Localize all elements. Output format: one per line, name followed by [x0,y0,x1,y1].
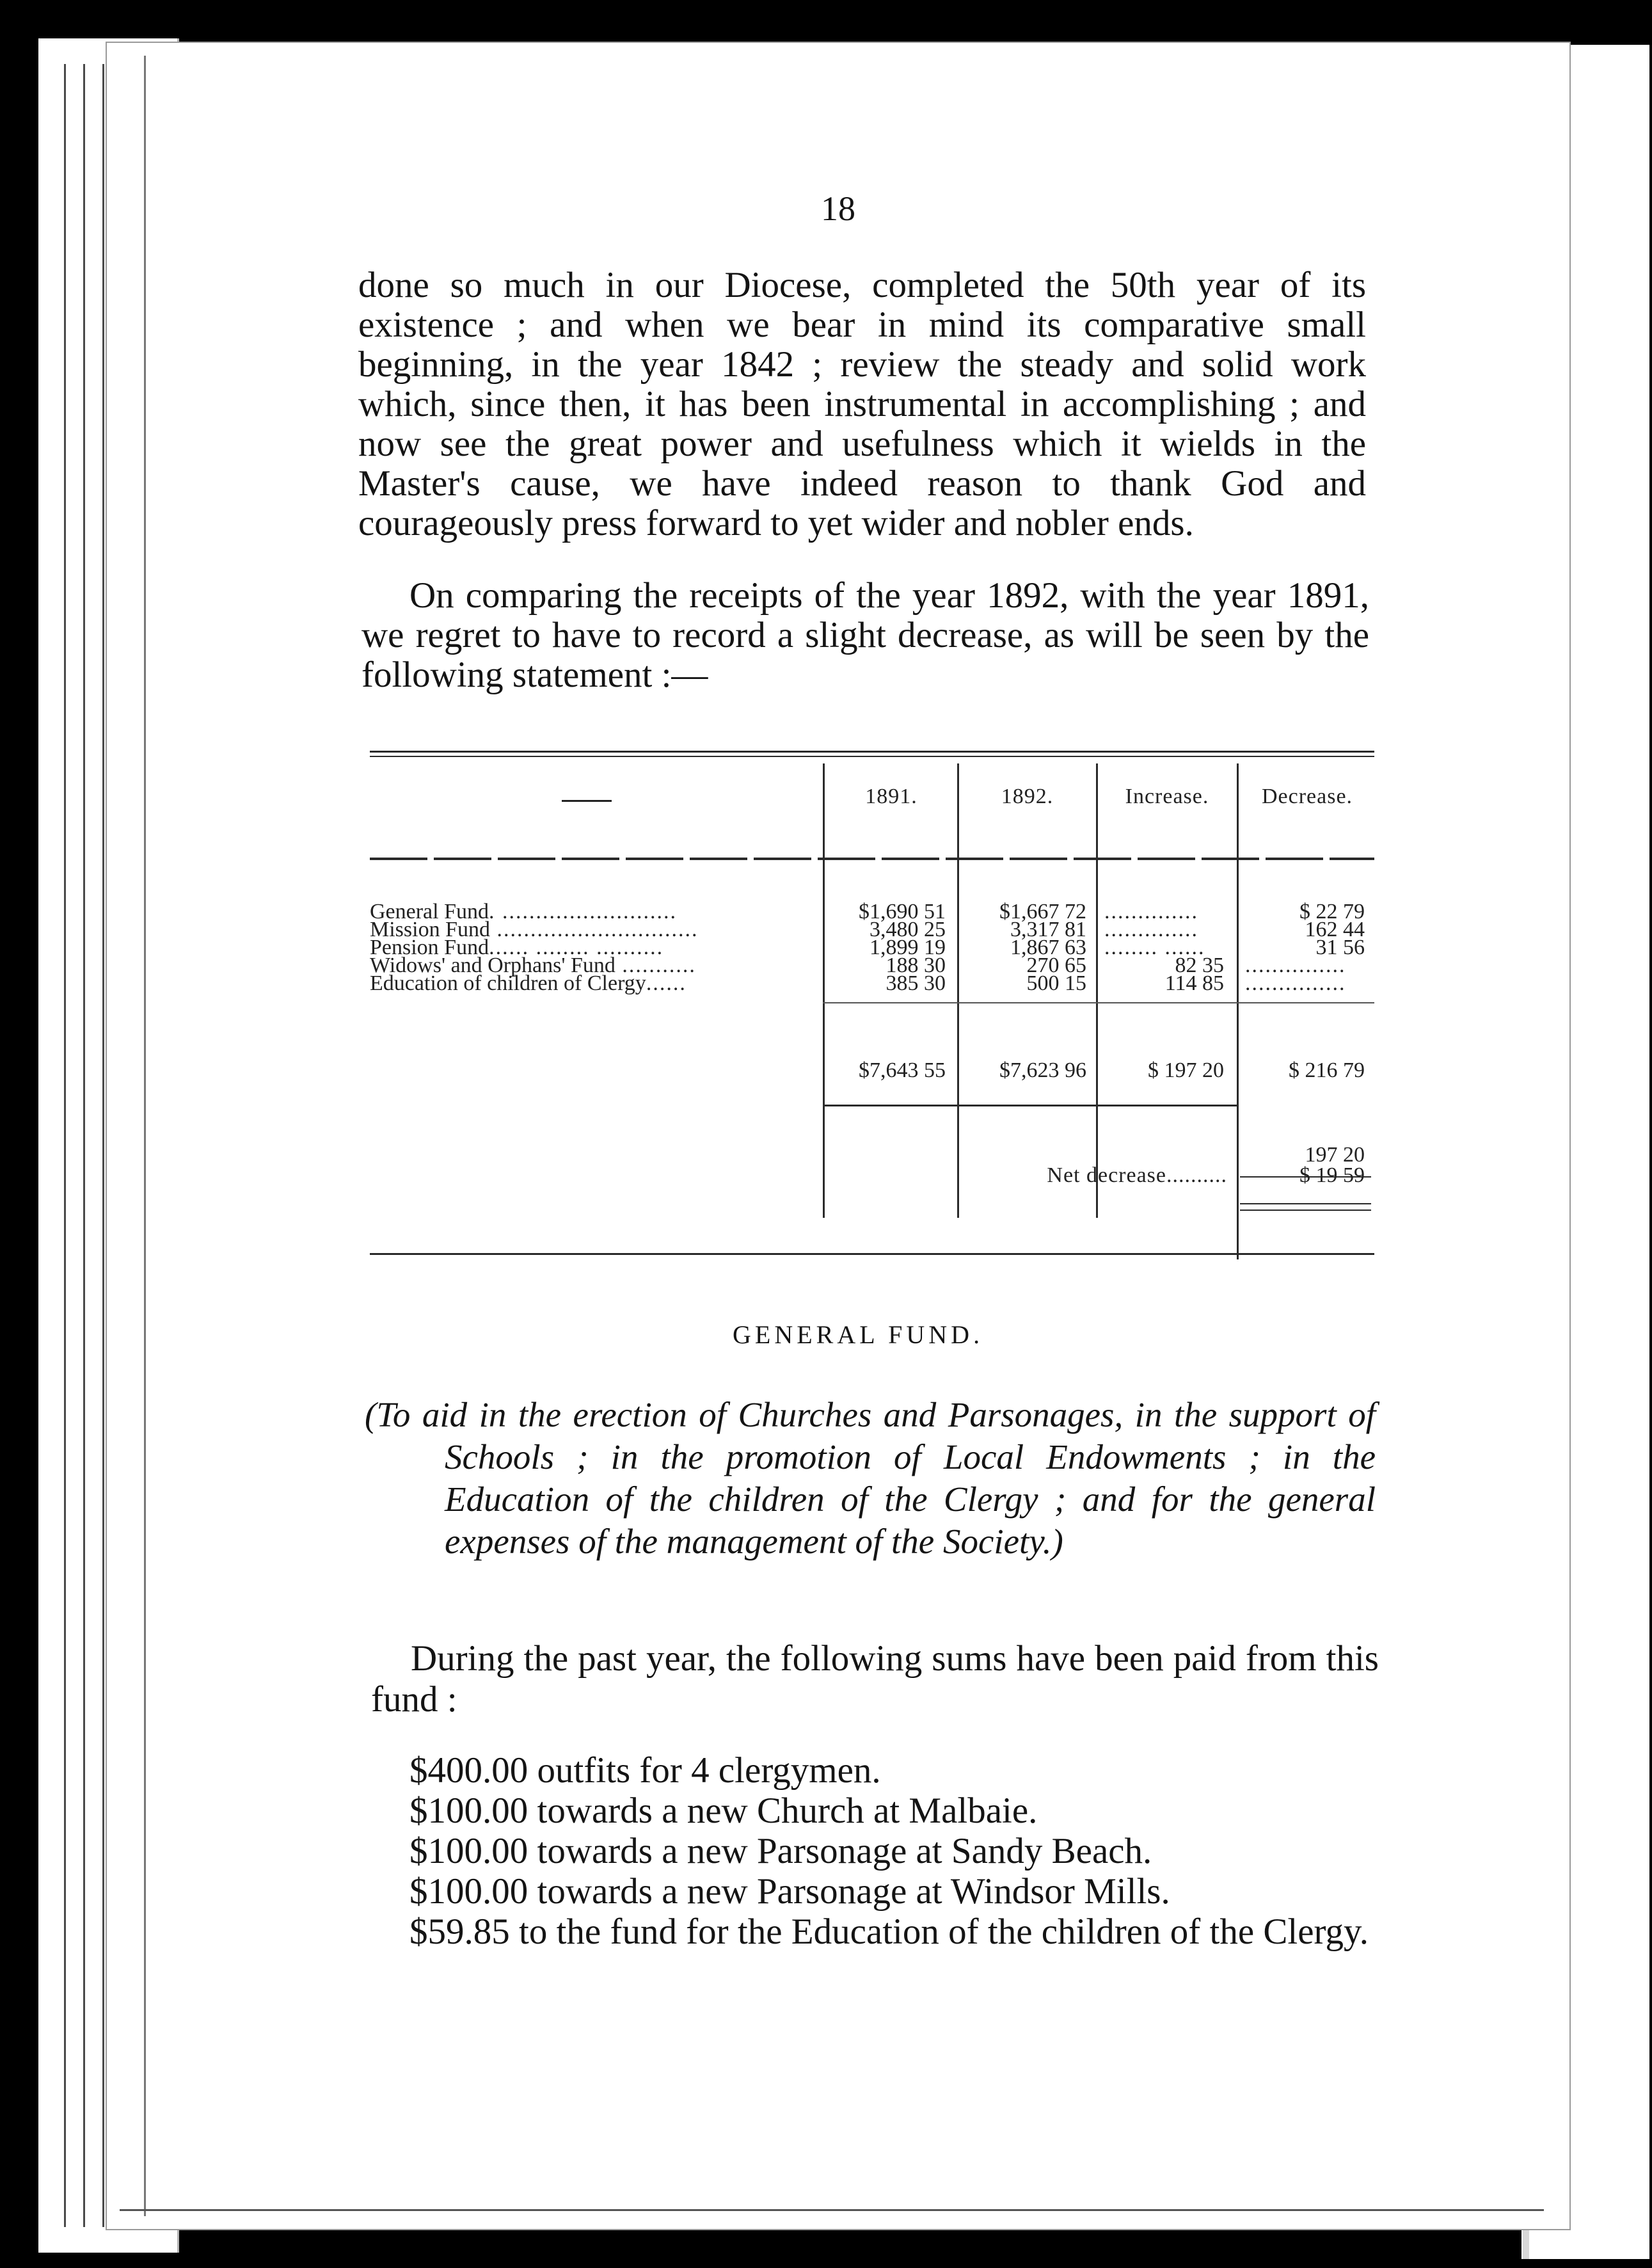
leader-dots: ...... [646,971,687,995]
table-top-rule [370,751,1374,753]
leader-dots: ........... [615,954,696,977]
cell-1892: 270 65 [1026,954,1086,977]
receipts-statement-table [370,747,1374,1259]
total-increase: $ 197 20 [1148,1058,1224,1082]
cell-1892: 500 15 [1026,971,1086,995]
header-rule [370,858,1374,860]
payment-item-last-text: $59.85 to the fund for the Education of the children of the Clergy. [409,1912,1369,1952]
column-header-increase: Increase. [1125,785,1209,808]
column-header-decrease: Decrease. [1261,785,1353,808]
column-divider [1096,763,1098,1218]
leader-dots: .............................. [490,918,699,941]
less-increase: 197 20 [1305,1143,1365,1167]
net-decrease-value: $ 19 59 [1299,1163,1365,1187]
page-number: 18 [821,189,855,228]
general-fund-purpose-note [365,1394,1376,1563]
empty-cell-dots: ........ ...... [1104,936,1205,959]
row-label-text: General Fund [370,900,489,923]
note-rest-text: support of Schools ; in the promotion of Local Endowments ; in the Education of the children of the Clergy ; and for the general expenses of the management of the Society.) [445,1395,1376,1561]
page-bottom-edge [120,2209,1544,2211]
binding-rule [83,64,85,2227]
total-1891: $7,643 55 [859,1058,946,1082]
row-label-text: Pension Fund [370,936,489,959]
totals-rule [823,1002,1374,1003]
row-label [370,971,818,996]
cell-1892: 3,317 81 [1010,918,1086,941]
cell-1891: 188 30 [886,954,946,977]
page-inner-edge [144,56,146,2216]
column-header-1891: 1891. [865,785,917,808]
net-decrease-label: Net decrease.......... [1047,1163,1227,1187]
empty-cell-dots: ............... [1245,954,1346,977]
total-1892: $7,623 96 [999,1058,1086,1082]
table-top-rule-double [370,756,1374,757]
paragraph-2: On comparing the receipts of the year 1892, with the year 1891, we regret to have to record a slight decrease, as will be seen by the following statement :— [361,575,1369,695]
net-rule [1240,1203,1371,1204]
column-divider [1237,763,1239,1259]
cell-1891: $1,690 51 [859,900,946,923]
payment-item: $100.00 towards a new Church at Malbaie. [409,1791,1038,1831]
cell-decrease: 31 56 [1315,936,1365,959]
general-fund-heading: GENERAL FUND. [733,1320,984,1349]
empty-cell-dots: .............. [1104,918,1198,941]
note-first-text: (To aid in the erection of Churches and Parsonages, in the [365,1395,1218,1434]
totals-bottom-rule [823,1105,1237,1106]
net-decrease-text: Net decrease [1047,1163,1166,1187]
payment-item: $100.00 towards a new Parsonage at Sandy Beach. [409,1831,1152,1871]
table-bottom-rule [370,1253,1374,1255]
cell-1891: 385 30 [886,971,946,995]
leader-dots: . .......................... [489,900,678,923]
cell-decrease: $ 22 79 [1299,900,1365,923]
row-label-text: Widows' and Orphans' Fund [370,954,616,977]
total-decrease: $ 216 79 [1289,1058,1365,1082]
cell-1891: 1,899 19 [870,936,946,959]
payment-item: $400.00 outfits for 4 clergymen. [409,1750,881,1791]
leader-dots: ...... ........ .......... [489,936,664,959]
binding-rule [102,64,104,2227]
header-dash [562,800,612,802]
empty-cell-dots: ............... [1245,971,1346,995]
payments-list [409,1750,1382,1952]
payment-item-last [370,1912,1382,1952]
cell-decrease: 162 44 [1305,918,1365,941]
net-rule-double [1240,1210,1371,1211]
cell-1892: 1,867 63 [1010,936,1086,959]
row-label-text: Education of children of Clergy [370,971,646,995]
column-header-1892: 1892. [1001,785,1054,808]
payment-item: $100.00 towards a new Parsonage at Windsor Mills. [409,1871,1170,1912]
row-label-text: Mission Fund [370,918,490,941]
paragraph-3: During the past year, the following sums have been paid from this fund : [371,1638,1379,1720]
cell-1892: $1,667 72 [999,900,1086,923]
binding-rule [64,64,66,2227]
note-first-line [365,1394,1376,1563]
cell-increase: 114 85 [1164,971,1224,995]
cell-increase: 82 35 [1175,954,1224,977]
empty-cell-dots: .............. [1104,900,1198,923]
cell-1891: 3,480 25 [870,918,946,941]
paragraph-1: done so much in our Diocese, completed the 50th year of its existence ; and when we bear in mind its comparative small beginning, in the year 1842 ; review the steady and solid work which, since then, it has been instrumental in accomplishing ; and now see the great power and usefulness which it wields in the Master's cause, we have indeed reason to thank God and courageously press forward to yet wider and nobler ends. [358,265,1366,543]
